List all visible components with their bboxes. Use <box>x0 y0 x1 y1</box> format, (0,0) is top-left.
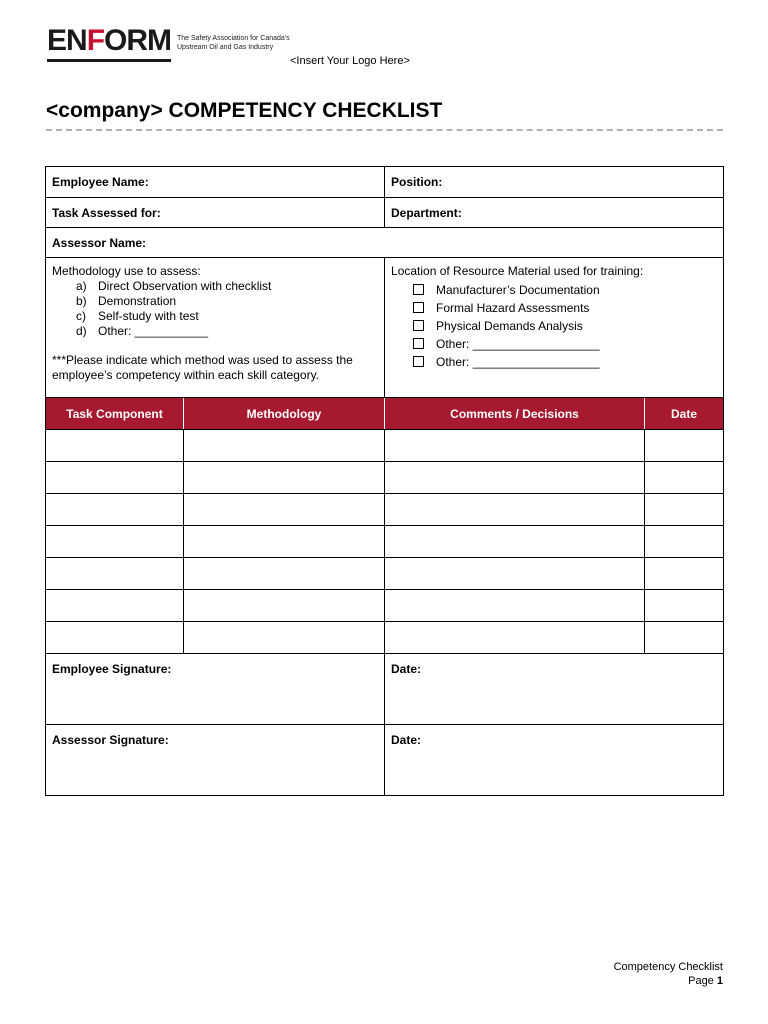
methodology-option: c) Self-study with test <box>76 309 199 323</box>
methodology-option: a) Direct Observation with checklist <box>76 279 272 293</box>
task-cell[interactable] <box>46 590 184 622</box>
logo-wordmark: ENFORM <box>47 24 172 57</box>
methodology-option: d) Other: ___________ <box>76 324 209 338</box>
checkbox-icon[interactable] <box>413 302 424 313</box>
checkbox-icon[interactable] <box>413 320 424 331</box>
comments-cell[interactable] <box>385 558 645 590</box>
methodology-cell[interactable] <box>184 622 385 654</box>
table-row <box>46 494 724 526</box>
table-row <box>46 462 724 494</box>
comments-cell[interactable] <box>385 430 645 462</box>
methodology-cell[interactable] <box>184 430 385 462</box>
assessor-name-field[interactable]: Assessor Name: <box>46 228 724 258</box>
date-cell[interactable] <box>645 590 724 622</box>
task-cell[interactable] <box>46 622 184 654</box>
table-row <box>46 558 724 590</box>
comments-cell[interactable] <box>385 590 645 622</box>
resource-option[interactable]: Other: ___________________ <box>413 335 717 353</box>
methodology-cell[interactable] <box>184 590 385 622</box>
date-cell[interactable] <box>645 558 724 590</box>
enform-logo <box>47 24 290 57</box>
date-cell[interactable] <box>645 526 724 558</box>
task-cell[interactable] <box>46 526 184 558</box>
date-cell[interactable] <box>645 494 724 526</box>
employee-signature-field[interactable]: Employee Signature: <box>46 654 385 725</box>
resource-option[interactable]: Other: ___________________ <box>413 353 717 371</box>
task-cell[interactable] <box>46 494 184 526</box>
methodology-list <box>52 279 378 339</box>
logo-tagline: The Safety Association for Canada's Upstream Oil and Gas Industry <box>177 35 290 51</box>
task-cell[interactable] <box>46 558 184 590</box>
table-row <box>46 430 724 462</box>
header-methodology: Methodology <box>184 398 385 430</box>
logo-underline <box>47 59 171 62</box>
position-field[interactable]: Position: <box>385 167 724 198</box>
resource-option[interactable]: Manufacturer’s Documentation <box>413 281 717 299</box>
checklist-form <box>45 166 724 796</box>
employee-name-field[interactable]: Employee Name: <box>46 167 385 198</box>
methodology-note: ***Please indicate which method was used to assess the employee’s competency within each skill category. <box>52 353 353 382</box>
document-title: <company> COMPETENCY CHECKLIST <box>46 99 443 122</box>
methodology-option: b) Demonstration <box>76 294 177 308</box>
table-header-row <box>46 398 724 430</box>
comments-cell[interactable] <box>385 494 645 526</box>
page-footer <box>614 960 723 988</box>
methodology-section <box>46 258 385 398</box>
resource-location-section <box>385 258 724 398</box>
date-cell[interactable] <box>645 622 724 654</box>
comments-cell[interactable] <box>385 622 645 654</box>
task-assessed-field[interactable]: Task Assessed for: <box>46 198 385 228</box>
header-task-component: Task Component <box>46 398 184 430</box>
date-cell[interactable] <box>645 430 724 462</box>
resource-option[interactable]: Physical Demands Analysis <box>413 317 717 335</box>
methodology-cell[interactable] <box>184 526 385 558</box>
header-comments: Comments / Decisions <box>385 398 645 430</box>
table-row <box>46 526 724 558</box>
logo-placeholder: <Insert Your Logo Here> <box>290 55 410 67</box>
methodology-cell[interactable] <box>184 494 385 526</box>
assessor-date-field[interactable]: Date: <box>385 725 724 796</box>
table-row <box>46 622 724 654</box>
department-field[interactable]: Department: <box>385 198 724 228</box>
methodology-cell[interactable] <box>184 558 385 590</box>
date-cell[interactable] <box>645 462 724 494</box>
checkbox-icon[interactable] <box>413 356 424 367</box>
footer-doc-name: Competency Checklist <box>613 961 723 973</box>
resource-location-list <box>391 281 717 371</box>
methodology-cell[interactable] <box>184 462 385 494</box>
comments-cell[interactable] <box>385 526 645 558</box>
resource-option[interactable]: Formal Hazard Assessments <box>413 299 717 317</box>
header-date: Date <box>645 398 724 430</box>
footer-page-number: Page 1 <box>688 975 723 987</box>
checkbox-icon[interactable] <box>413 284 424 295</box>
table-row <box>46 590 724 622</box>
task-cell[interactable] <box>46 430 184 462</box>
title-divider <box>46 129 723 131</box>
checkbox-icon[interactable] <box>413 338 424 349</box>
assessor-signature-field[interactable]: Assessor Signature: <box>46 725 385 796</box>
comments-cell[interactable] <box>385 462 645 494</box>
resource-location-heading: Location of Resource Material used for training: <box>391 264 644 278</box>
task-cell[interactable] <box>46 462 184 494</box>
methodology-heading: Methodology use to assess: <box>52 264 201 278</box>
employee-date-field[interactable]: Date: <box>385 654 724 725</box>
